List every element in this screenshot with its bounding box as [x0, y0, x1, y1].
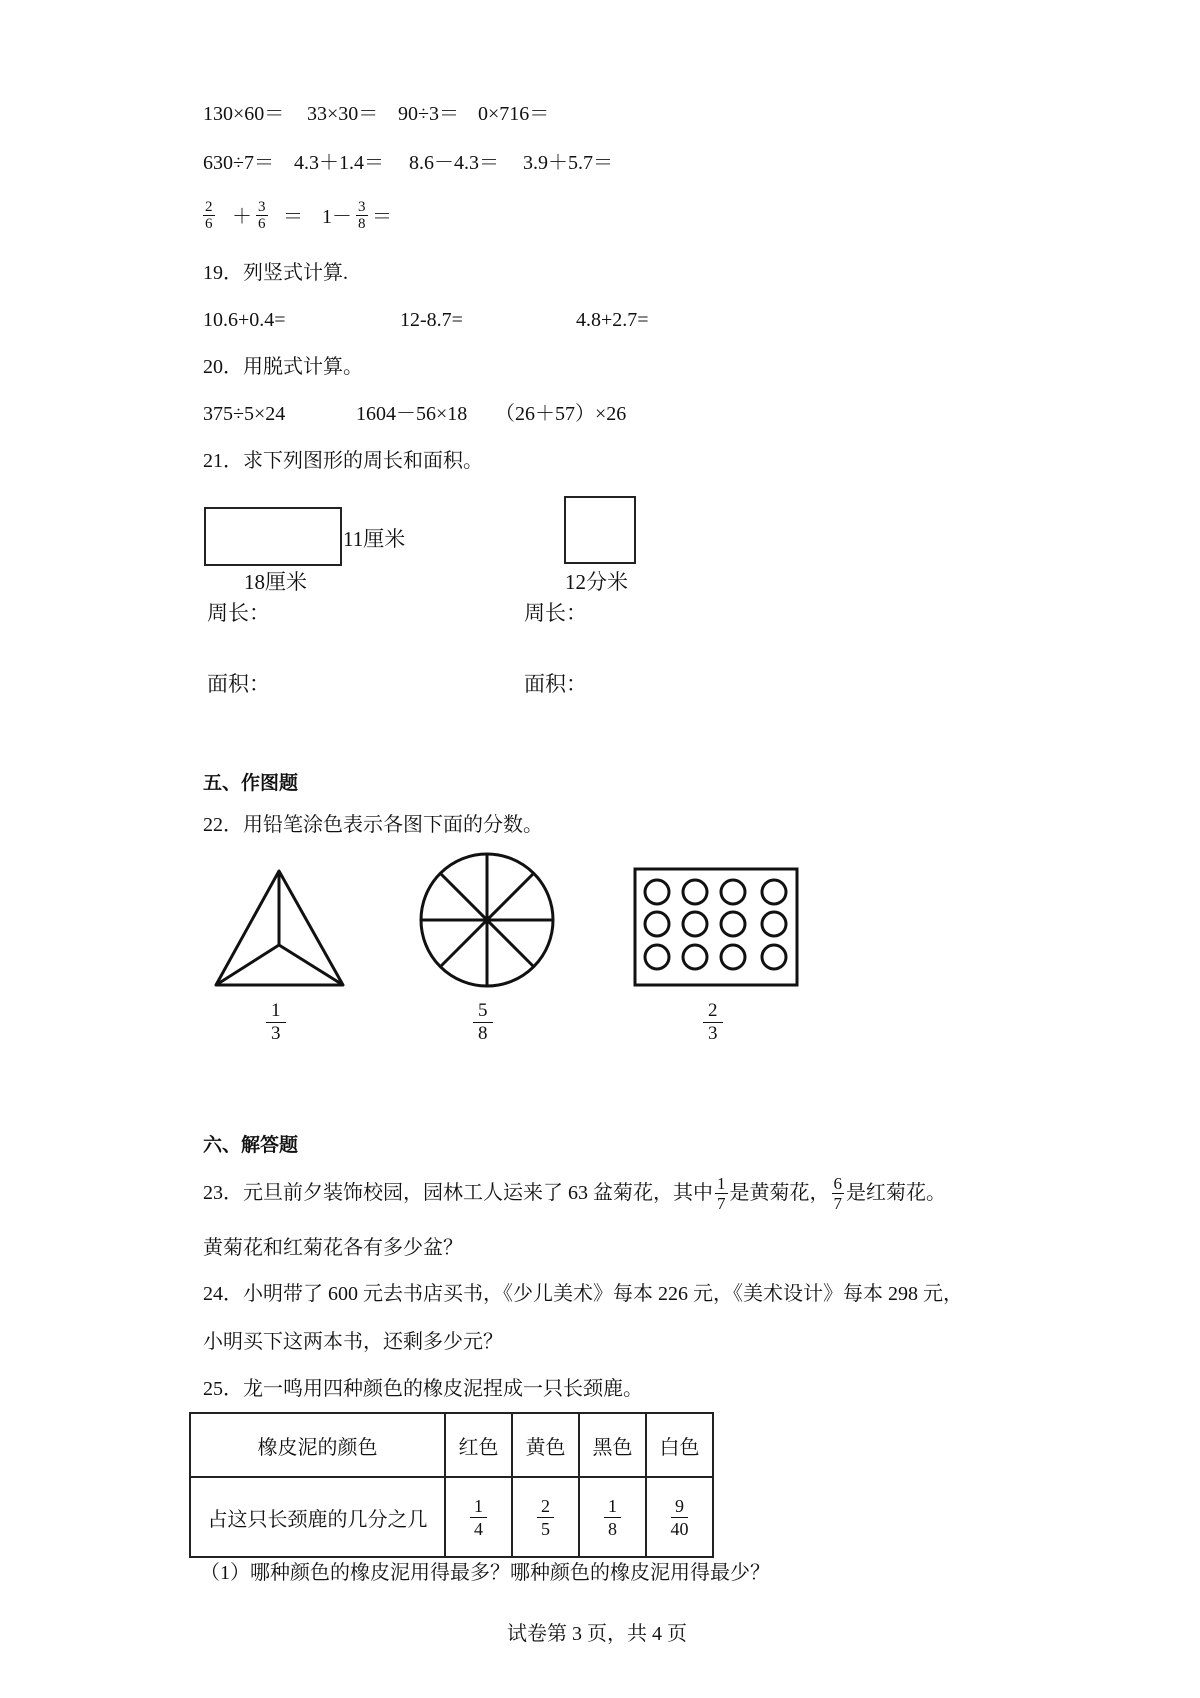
- question-23-line2: 黄菊花和红菊花各有多少盆？: [203, 1237, 463, 1259]
- table-cell: $\frac{1}{8}$: [579, 1477, 646, 1557]
- calc-item: 130×60＝: [203, 103, 285, 125]
- calc-item: 1－: [322, 206, 352, 228]
- section-6-heading: 六、解答题: [203, 1134, 299, 1156]
- calc-item: 12-8.7=: [400, 309, 463, 331]
- table-header: 黄色: [512, 1413, 579, 1477]
- calc-item: 33×30＝: [307, 103, 379, 125]
- table-header: 红色: [445, 1413, 512, 1477]
- perimeter-label: 周长：: [207, 601, 270, 625]
- rect-width-label: 18厘米: [244, 570, 307, 594]
- fraction: $\frac{6}{7}$: [833, 1173, 842, 1213]
- question-24-line2: 小明买下这两本书，还剩多少元？: [203, 1331, 503, 1353]
- question-21-title: 21．求下列图形的周长和面积。: [203, 450, 483, 472]
- table-header: 白色: [646, 1413, 713, 1477]
- page-footer: 试卷第 3 页，共 4 页: [507, 1623, 687, 1645]
- area-label: 面积：: [524, 672, 587, 696]
- triangle-figure: [216, 871, 343, 985]
- question-22-title: 22．用铅笔涂色表示各图下面的分数。: [203, 814, 543, 836]
- question-25-title: 25．龙一鸣用四种颜色的橡皮泥捏成一只长颈鹿。: [203, 1378, 643, 1400]
- square-side-label: 12分米: [565, 570, 628, 594]
- question-text: 是黄菊花，: [729, 1182, 830, 1204]
- question-text: 是红菊花。: [846, 1182, 946, 1204]
- table-cell: $\frac{2}{5}$: [512, 1477, 579, 1557]
- fraction-label: $\frac{5}{8}$: [473, 1000, 493, 1045]
- question-23-line1: [203, 1173, 946, 1213]
- question-text: 23．元旦前夕装饰校园，园林工人运来了 63 盆菊花，其中: [203, 1182, 713, 1204]
- calc-item: 4.3＋1.4＝: [294, 152, 384, 174]
- circle-figure: [421, 854, 553, 986]
- square-figure: [565, 497, 635, 563]
- rectangle-figure: [205, 508, 341, 565]
- table-header: 黑色: [579, 1413, 646, 1477]
- calc-item: 0×716＝: [478, 103, 550, 125]
- fraction-label: $\frac{1}{3}$: [266, 1000, 286, 1045]
- calc-item: 630÷7＝: [203, 152, 274, 174]
- equals-sign: ＝: [372, 206, 392, 228]
- perimeter-label: 周长：: [524, 601, 587, 625]
- calc-item: 375÷5×24: [203, 403, 286, 425]
- rect-height-label: 11厘米: [343, 527, 406, 551]
- table-cell: $\frac{1}{4}$: [445, 1477, 512, 1557]
- plus-sign: ＋: [232, 206, 252, 228]
- fraction: $\frac{3}{8}$: [358, 199, 366, 232]
- calc-item: 8.6－4.3＝: [409, 152, 499, 174]
- fraction-label: $\frac{2}{3}$: [703, 1000, 723, 1045]
- question-25-sub1: （1）哪种颜色的橡皮泥用得最多？哪种颜色的橡皮泥用得最少？: [200, 1562, 770, 1584]
- fraction: $\frac{3}{6}$: [258, 199, 266, 232]
- calc-item: 10.6+0.4=: [203, 309, 286, 331]
- question-19-title: 19．列竖式计算.: [203, 262, 348, 284]
- fraction: $\frac{2}{6}$: [205, 199, 213, 232]
- section-5-heading: 五、作图题: [203, 772, 299, 794]
- area-label: 面积：: [207, 672, 270, 696]
- table-row-label: 占这只长颈鹿的几分之几: [190, 1477, 445, 1557]
- equals-sign: ＝: [283, 206, 303, 228]
- clay-color-table: [189, 1412, 714, 1558]
- table-cell: $\frac{9}{40}$: [646, 1477, 713, 1557]
- calc-item: 4.8+2.7=: [576, 309, 649, 331]
- table-header: 橡皮泥的颜色: [190, 1413, 445, 1477]
- question-24-line1: 24．小明带了 600 元去书店买书，《少儿美术》每本 226 元，《美术设计》每本 298 元，: [203, 1283, 963, 1305]
- calc-item: （26＋57）×26: [495, 403, 627, 425]
- dots-rectangle-figure: [635, 869, 797, 985]
- calc-item: 1604－56×18: [356, 403, 468, 425]
- question-20-title: 20．用脱式计算。: [203, 356, 363, 378]
- fraction: $\frac{1}{7}$: [717, 1173, 726, 1213]
- calc-item: 3.9＋5.7＝: [523, 152, 613, 174]
- calc-item: 90÷3＝: [398, 103, 459, 125]
